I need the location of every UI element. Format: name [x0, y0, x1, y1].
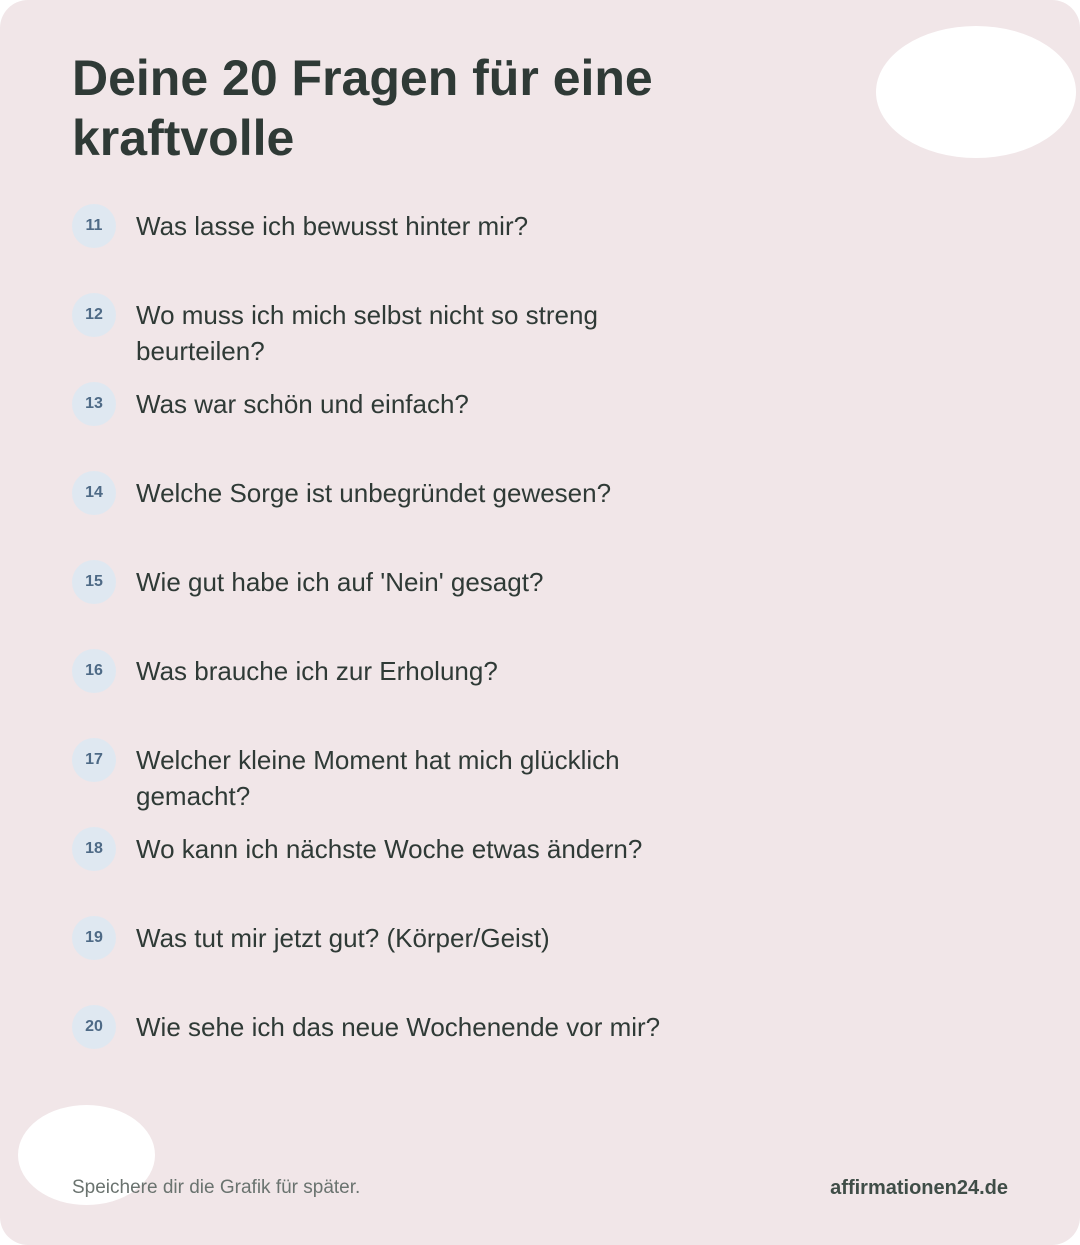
- list-item: [72, 738, 732, 827]
- question-text: Welcher kleine Moment hat mich glücklich gemacht?: [136, 745, 620, 811]
- question-number-badge: 15: [72, 560, 116, 604]
- question-text: Was war schön und einfach?: [136, 389, 469, 419]
- question-text: Was brauche ich zur Erholung?: [136, 656, 498, 686]
- list-item: [72, 204, 732, 293]
- list-item: [72, 916, 732, 1005]
- question-number-badge: 13: [72, 382, 116, 426]
- footer-brand: affirmationen24.de: [830, 1177, 1008, 1199]
- question-number-badge: 20: [72, 1005, 116, 1049]
- question-text: Wo muss ich mich selbst nicht so streng beurteilen?: [136, 300, 598, 366]
- question-text: Welche Sorge ist unbegründet gewesen?: [136, 478, 612, 508]
- question-number-badge: 14: [72, 471, 116, 515]
- question-number-badge: 17: [72, 738, 116, 782]
- question-number-badge: 12: [72, 293, 116, 337]
- question-text: Wie sehe ich das neue Wochenende vor mir?: [136, 1012, 661, 1042]
- question-number-badge: 18: [72, 827, 116, 871]
- question-text: Wo kann ich nächste Woche etwas ändern?: [136, 834, 643, 864]
- question-number-badge: 19: [72, 916, 116, 960]
- question-text: Was tut mir jetzt gut? (Körper/Geist): [136, 923, 550, 953]
- footer-save-note: Speichere dir die Grafik für später.: [72, 1177, 361, 1198]
- page-title: Deine 20 Fragen für eine kraftvolle: [72, 50, 653, 166]
- question-number-badge: 16: [72, 649, 116, 693]
- question-number-badge: 11: [72, 204, 116, 248]
- list-item: [72, 293, 732, 382]
- list-item: [72, 649, 732, 738]
- list-item: [72, 560, 732, 649]
- list-item: [72, 382, 732, 471]
- list-item: [72, 1005, 732, 1094]
- list-item: [72, 827, 732, 916]
- decorative-circle-top: [876, 26, 1076, 158]
- list-item: [72, 471, 732, 560]
- question-text: Wie gut habe ich auf 'Nein' gesagt?: [136, 567, 544, 597]
- question-list: [72, 204, 732, 1094]
- question-text: Was lasse ich bewusst hinter mir?: [136, 211, 529, 241]
